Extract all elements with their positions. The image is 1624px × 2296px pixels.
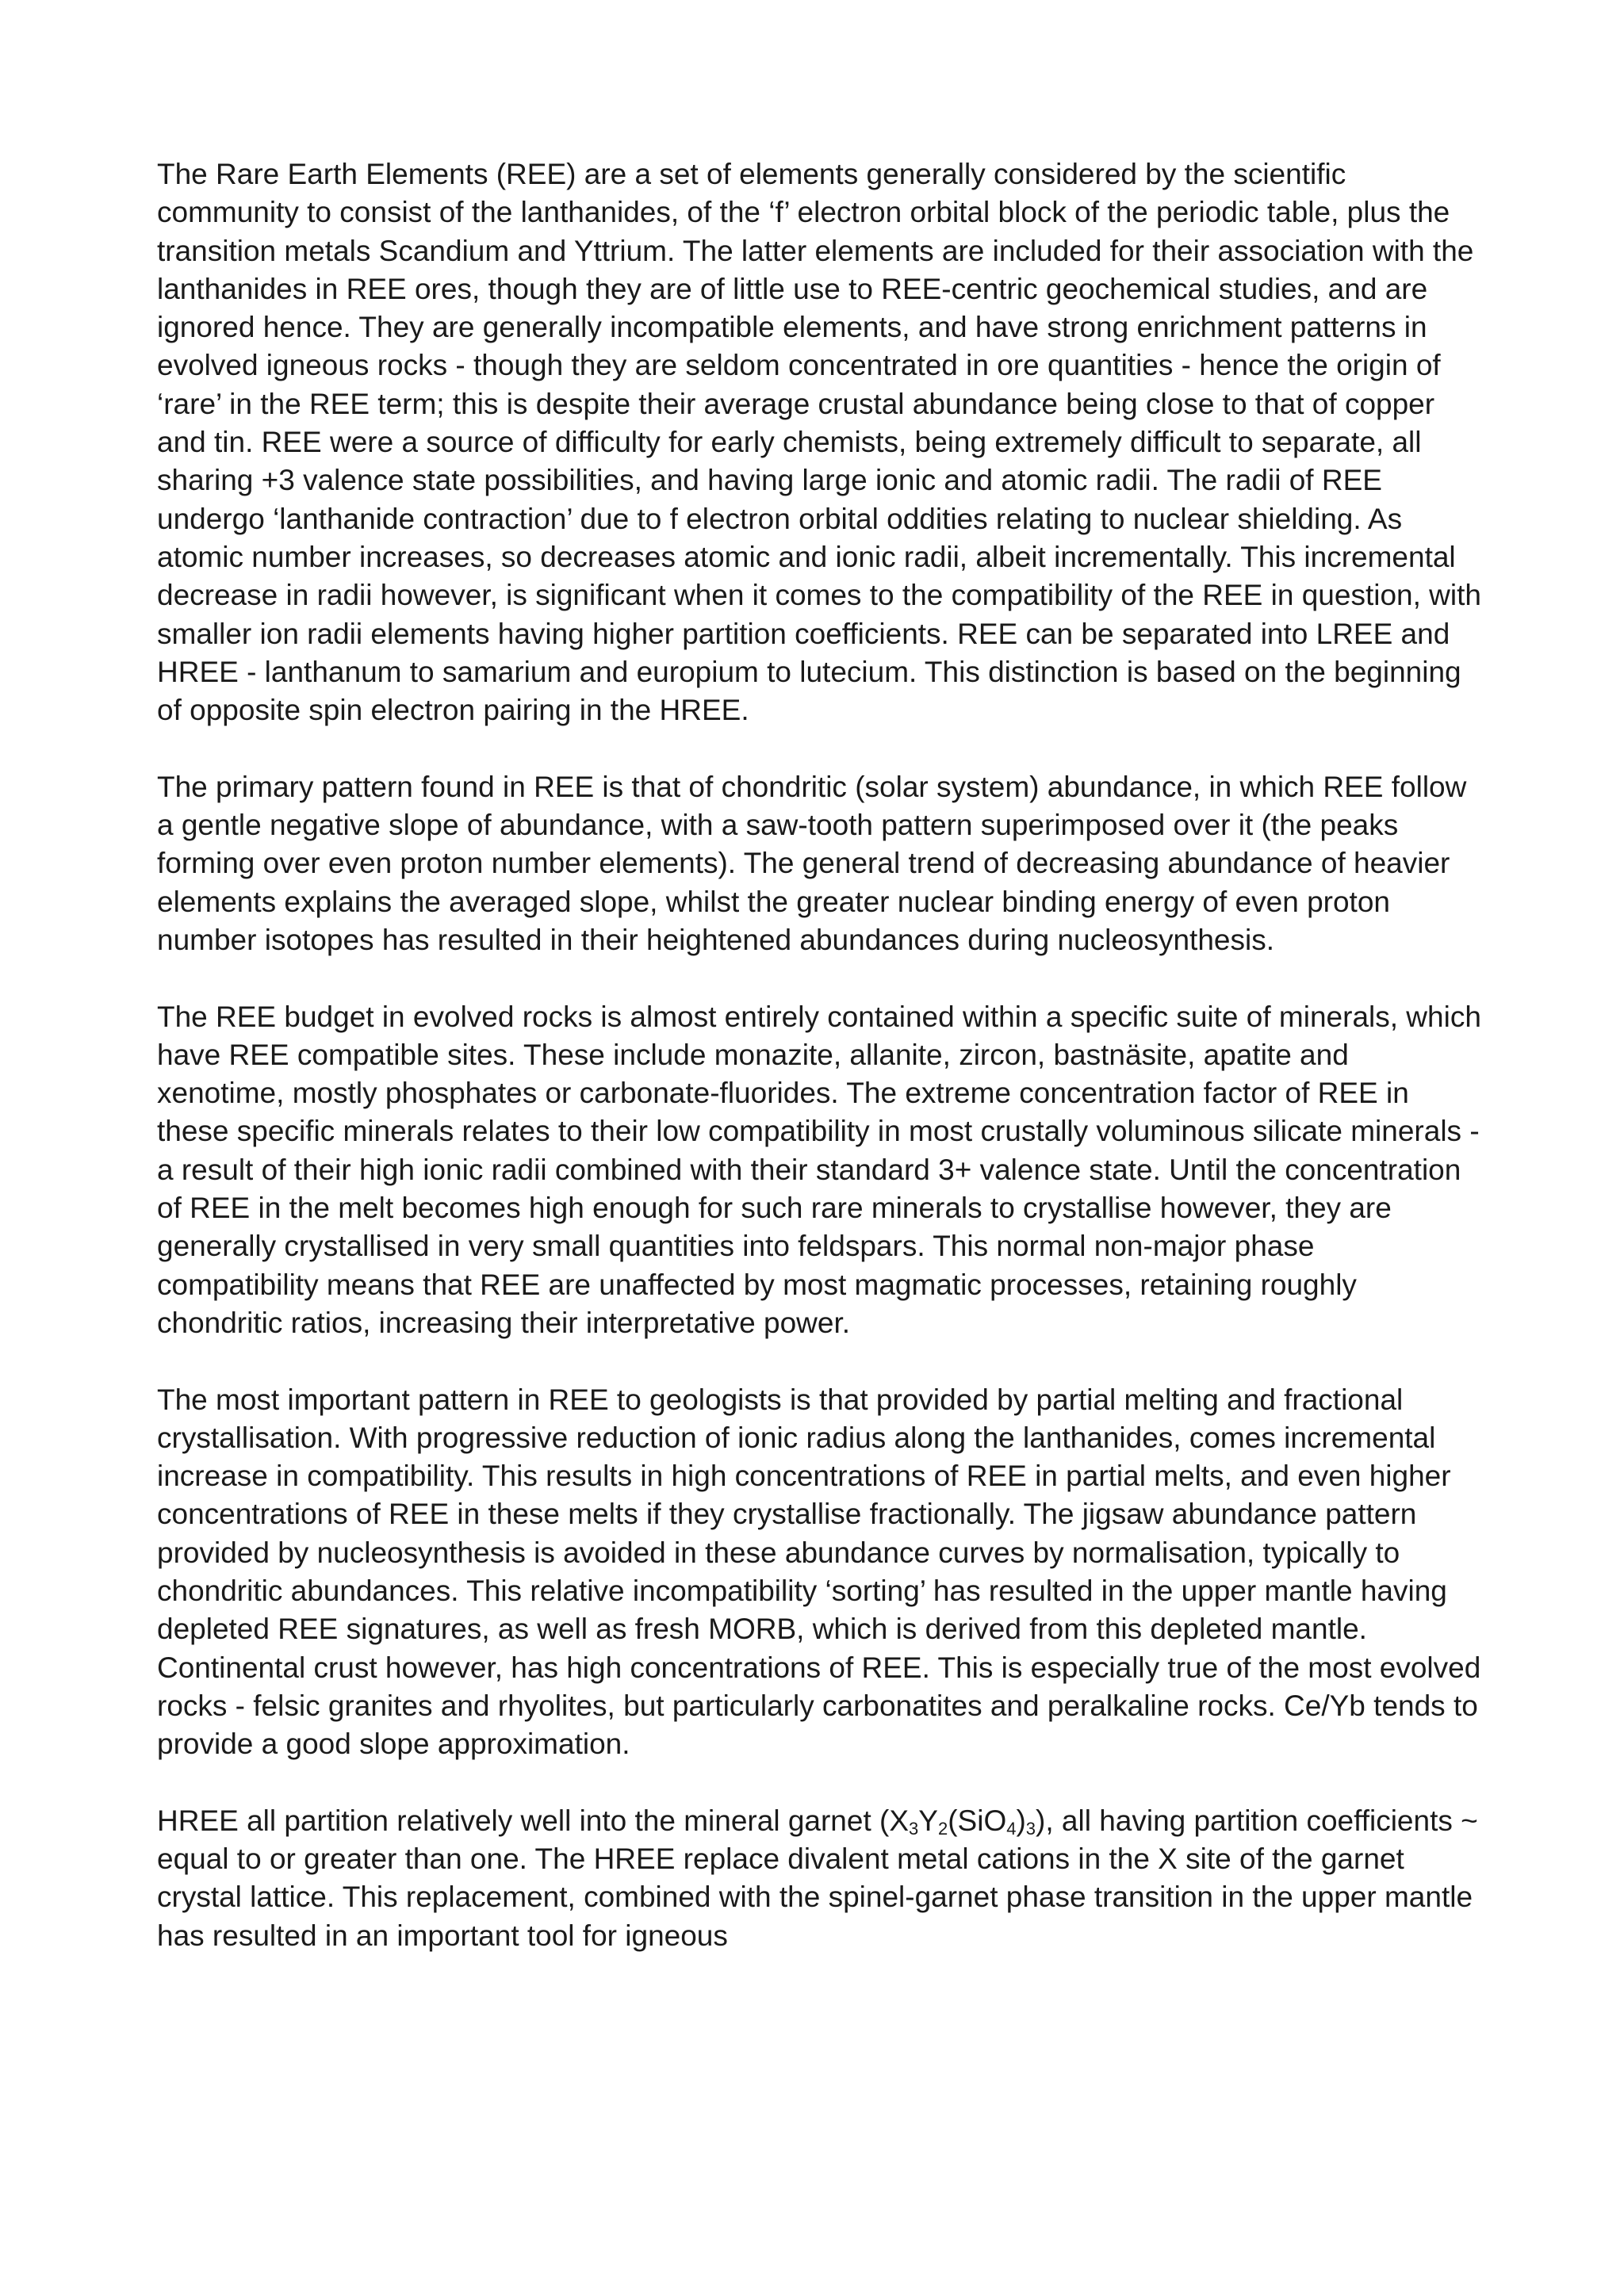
- paragraph-hree-garnet: [157, 1802, 1481, 1955]
- paragraph-ree-introduction: The Rare Earth Elements (REE) are a set of elements generally considered by the scientific community to consist of the lanthanides, of the ‘f’ electron orbital block of the periodic table, plus the transition metals Scandium and Yttrium. The latter elements are included for their association with the lanthanides in REE ores, though they are of little use to REE-centric geochemical studies, and are ignored hence. They are generally incompatible elements, and have strong enrichment patterns in evolved igneous rocks - though they are seldom concentrated in ore quantities - hence the origin of ‘rare’ in the REE term; this is despite their average crustal abundance being close to that of copper and tin. REE were a source of difficulty for early chemists, being extremely difficult to separate, all sharing +3 valence state possibilities, and having large ionic and atomic radii. The radii of REE undergo ‘lanthanide contraction’ due to f electron orbital oddities relating to nuclear shielding. As atomic number increases, so decreases atomic and ionic radii, albeit incrementally. This incremental decrease in radii however, is significant when it comes to the compatibility of the REE in question, with smaller ion radii elements having higher partition coefficients. REE can be separated into LREE and HREE - lanthanum to samarium and europium to lutecium. This distinction is based on the beginning of opposite spin electron pairing in the HREE.: [157, 158, 1481, 727]
- paragraph-ree-budget-minerals: The REE budget in evolved rocks is almost entirely contained within a specific suite of minerals, which have REE compatible sites. These include monazite, allanite, zircon, bastnäsite, apatite and xenotime, mostly phosphates or carbonate-fluorides. The extreme concentration factor of REE in these specific minerals relates to their low compatibility in most crustally voluminous silicate minerals - a result of their high ionic radii combined with their standard 3+ valence state. Until the concentration of REE in the melt becomes high enough for such rare minerals to crystallise however, they are generally crystallised in very small quantities into feldspars. This normal non-major phase compatibility means that REE are unaffected by most magmatic processes, retaining roughly chondritic ratios, increasing their interpretative power.: [157, 1000, 1481, 1339]
- paragraph-chondritic-abundance: The primary pattern found in REE is that of chondritic (solar system) abundance, in which REE follow a gentle negative slope of abundance, with a saw-tooth pattern superimposed over it (the peaks forming over even proton number elements). The general trend of decreasing abundance of heavier elements explains the averaged slope, whilst the greater nuclear binding energy of even proton number isotopes has resulted in their heightened abundances during nucleosynthesis.: [157, 770, 1467, 956]
- body-text: [157, 155, 1481, 1955]
- garnet-text-before: HREE all partition relatively well into the mineral garnet (: [157, 1804, 890, 1837]
- paragraph-partial-melting: The most important pattern in REE to geologists is that provided by partial melting and fractional crystallisation. With progressive reduction of ionic radius along the lanthanides, comes incremental increase in compatibility. This results in high concentrations of REE in partial melts, and even higher concentrations of REE in these melts if they crystallise fractionally. The jigsaw abundance pattern provided by nucleosynthesis is avoided in these abundance curves by normalisation, typically to chondritic abundances. This relative incompatibility ‘sorting’ has resulted in the upper mantle having depleted REE signatures, as well as fresh MORB, which is derived from this depleted mantle. Continental crust however, has high concentrations of REE. This is especially true of the most evolved rocks - felsic granites and rhyolites, but particularly carbonatites and peralkaline rocks. Ce/Yb tends to provide a good slope approximation.: [157, 1383, 1481, 1761]
- garnet-formula: $X_3Y_2(SiO_4)_3$: [889, 1804, 1036, 1839]
- garnet-text-after: ), all having partition coefficients ~ equal to or greater than one. The HREE replace divalent metal cations in the X site of the garnet crystal lattice. This replacement, combined with the spinel-garnet phase transition in the upper mantle has resulted in an important tool for igneous: [157, 1804, 1478, 1952]
